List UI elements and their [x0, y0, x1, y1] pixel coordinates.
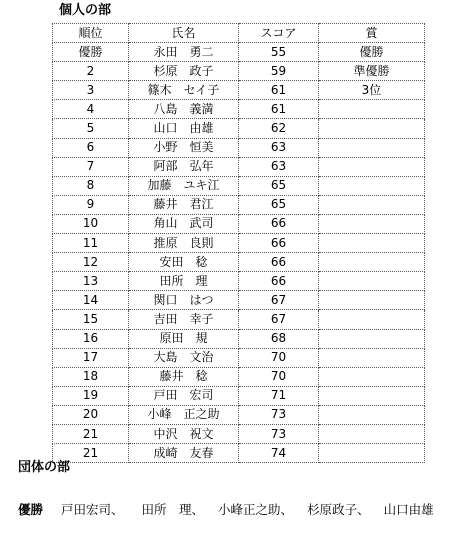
table-row [53, 310, 425, 329]
name-cell: 成崎 友春 [129, 444, 239, 463]
rank-cell: 優勝 [53, 43, 129, 62]
table-row [53, 291, 425, 310]
rank-cell: 14 [53, 291, 129, 310]
name-cell: 中沢 祝文 [129, 424, 239, 443]
table-row [53, 81, 425, 100]
table-row [53, 214, 425, 233]
award-cell [319, 424, 425, 443]
rank-cell: 8 [53, 176, 129, 195]
award-cell [319, 405, 425, 424]
table-row [53, 157, 425, 176]
award-cell: 優勝 [319, 43, 425, 62]
rank-cell: 11 [53, 234, 129, 253]
table-row [53, 138, 425, 157]
award-cell [319, 119, 425, 138]
award-cell [319, 348, 425, 367]
team-winner-line [18, 502, 434, 518]
name-cell: 永田 勇二 [129, 43, 239, 62]
table-row [53, 195, 425, 214]
team-member: 杉原政子、 [307, 502, 370, 517]
rank-cell: 19 [53, 386, 129, 405]
rank-cell: 21 [53, 424, 129, 443]
table-row [53, 62, 425, 81]
name-cell: 八島 義満 [129, 100, 239, 119]
award-cell [319, 157, 425, 176]
rank-cell: 17 [53, 348, 129, 367]
rank-cell: 4 [53, 100, 129, 119]
table-row [53, 329, 425, 348]
award-cell [319, 253, 425, 272]
award-cell [319, 329, 425, 348]
name-cell: 吉田 幸子 [129, 310, 239, 329]
table-row [53, 176, 425, 195]
rank-cell: 18 [53, 367, 129, 386]
name-cell: 推原 良則 [129, 234, 239, 253]
score-cell: 73 [239, 424, 319, 443]
rank-cell: 9 [53, 195, 129, 214]
award-cell: 準優勝 [319, 62, 425, 81]
award-cell [319, 234, 425, 253]
table-header-row [53, 24, 425, 43]
rank-cell: 5 [53, 119, 129, 138]
score-cell: 66 [239, 253, 319, 272]
name-cell: 角山 武司 [129, 214, 239, 233]
award-cell: 3位 [319, 81, 425, 100]
team-member: 田所 理、 [141, 502, 205, 517]
name-cell: 篠木 セイ子 [129, 81, 239, 100]
score-cell: 70 [239, 348, 319, 367]
name-cell: 大島 文治 [129, 348, 239, 367]
rank-cell: 21 [53, 444, 129, 463]
header-rank: 順位 [53, 24, 129, 43]
name-cell: 戸田 宏司 [129, 386, 239, 405]
score-cell: 66 [239, 272, 319, 291]
rank-cell: 20 [53, 405, 129, 424]
table-row [53, 253, 425, 272]
name-cell: 藤井 稔 [129, 367, 239, 386]
table-row [53, 367, 425, 386]
score-cell: 66 [239, 234, 319, 253]
award-cell [319, 272, 425, 291]
score-cell: 67 [239, 310, 319, 329]
header-score: スコア [239, 24, 319, 43]
score-cell: 71 [239, 386, 319, 405]
score-cell: 63 [239, 138, 319, 157]
name-cell: 安田 稔 [129, 253, 239, 272]
name-cell: 山口 由雄 [129, 119, 239, 138]
team-member: 戸田宏司、 [61, 502, 124, 517]
score-cell: 67 [239, 291, 319, 310]
name-cell: 原田 規 [129, 329, 239, 348]
rank-cell: 2 [53, 62, 129, 81]
award-cell [319, 138, 425, 157]
individual-results-table [52, 23, 425, 463]
results-body [53, 43, 425, 463]
table-row [53, 234, 425, 253]
table-row [53, 119, 425, 138]
rank-cell: 13 [53, 272, 129, 291]
score-cell: 73 [239, 405, 319, 424]
rank-cell: 7 [53, 157, 129, 176]
team-member: 山口由雄 [383, 502, 434, 517]
score-cell: 61 [239, 81, 319, 100]
rank-cell: 12 [53, 253, 129, 272]
table-row [53, 386, 425, 405]
score-cell: 59 [239, 62, 319, 81]
score-cell: 68 [239, 329, 319, 348]
award-cell [319, 386, 425, 405]
score-cell: 62 [239, 119, 319, 138]
score-cell: 70 [239, 367, 319, 386]
name-cell: 藤井 君江 [129, 195, 239, 214]
name-cell: 田所 理 [129, 272, 239, 291]
table-row [53, 405, 425, 424]
award-cell [319, 100, 425, 119]
name-cell: 小峰 正之助 [129, 405, 239, 424]
header-name: 氏名 [129, 24, 239, 43]
team-member: 小峰正之助、 [218, 502, 294, 517]
individual-section-title: 個人の部 [59, 3, 112, 18]
name-cell: 阿部 弘年 [129, 157, 239, 176]
name-cell: 小野 恒美 [129, 138, 239, 157]
team-section-title: 団体の部 [18, 460, 71, 475]
name-cell: 杉原 政子 [129, 62, 239, 81]
team-award-label: 優勝 [18, 502, 44, 517]
rank-cell: 3 [53, 81, 129, 100]
score-cell: 66 [239, 214, 319, 233]
team-members [61, 502, 434, 517]
rank-cell: 6 [53, 138, 129, 157]
header-award: 賞 [319, 24, 425, 43]
rank-cell: 10 [53, 214, 129, 233]
score-cell: 65 [239, 176, 319, 195]
score-cell: 74 [239, 444, 319, 463]
award-cell [319, 444, 425, 463]
rank-cell: 15 [53, 310, 129, 329]
award-cell [319, 367, 425, 386]
table-row [53, 348, 425, 367]
award-cell [319, 195, 425, 214]
score-cell: 61 [239, 100, 319, 119]
table-row [53, 272, 425, 291]
rank-cell: 16 [53, 329, 129, 348]
score-cell: 63 [239, 157, 319, 176]
award-cell [319, 176, 425, 195]
score-cell: 65 [239, 195, 319, 214]
table-row [53, 43, 425, 62]
table-row [53, 100, 425, 119]
name-cell: 関口 はつ [129, 291, 239, 310]
score-cell: 55 [239, 43, 319, 62]
name-cell: 加藤 ユキ江 [129, 176, 239, 195]
award-cell [319, 291, 425, 310]
table-row [53, 424, 425, 443]
award-cell [319, 310, 425, 329]
table-row [53, 444, 425, 463]
award-cell [319, 214, 425, 233]
